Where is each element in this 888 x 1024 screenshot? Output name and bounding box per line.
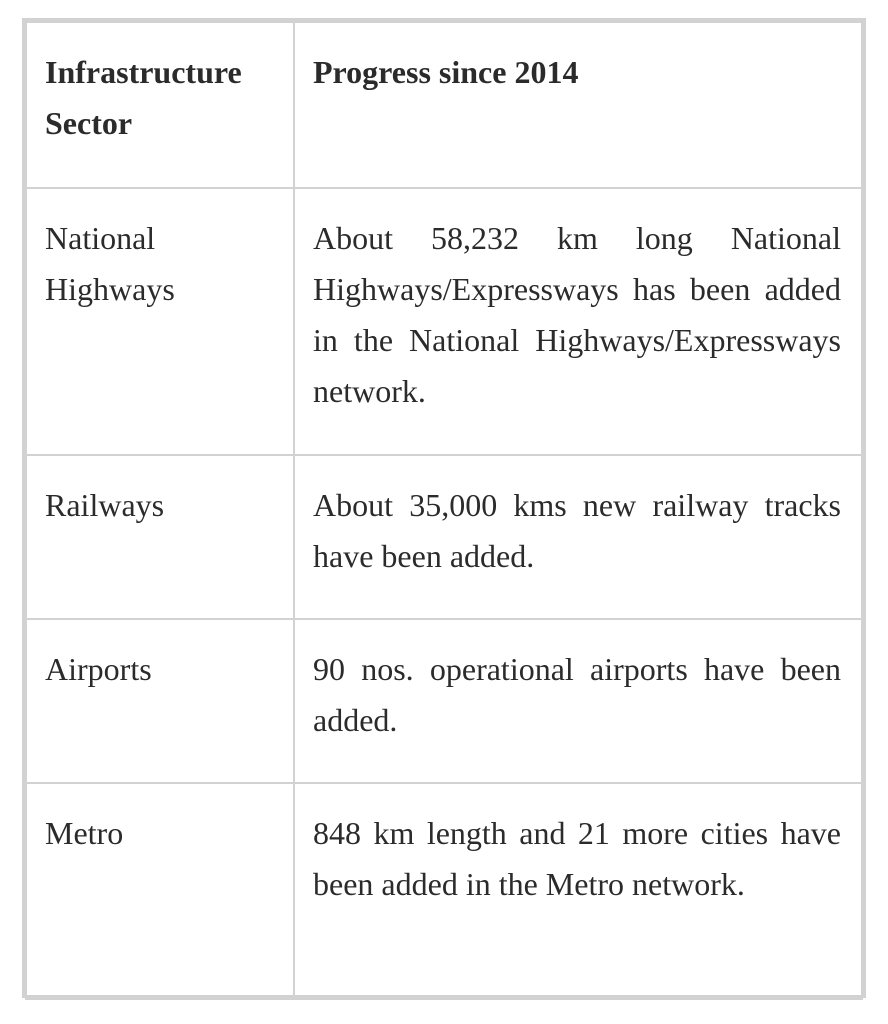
- sector-cell: Airports: [26, 619, 294, 783]
- sector-cell: National Highways: [26, 188, 294, 455]
- header-progress: Progress since 2014: [294, 22, 862, 188]
- infrastructure-progress-table: [25, 21, 863, 1000]
- progress-cell: About 58,232 km long National Highways/Expressways has been added in the National Highways/Expressways network.: [294, 188, 862, 455]
- table-row: [26, 188, 862, 455]
- sector-cell: Railways: [26, 455, 294, 619]
- progress-cell: 90 nos. operational airports have been added.: [294, 619, 862, 783]
- progress-cell: About 35,000 kms new railway tracks have been added.: [294, 455, 862, 619]
- header-sector: Infrastructure Sector: [26, 22, 294, 188]
- table-header-row: [26, 22, 862, 188]
- table-row: [26, 783, 862, 999]
- progress-cell: 848 km length and 21 more cities have been added in the Metro network.: [294, 783, 862, 999]
- table-row: [26, 455, 862, 619]
- sector-cell: Metro: [26, 783, 294, 999]
- infrastructure-progress-table-container: [22, 18, 866, 998]
- table-row: [26, 619, 862, 783]
